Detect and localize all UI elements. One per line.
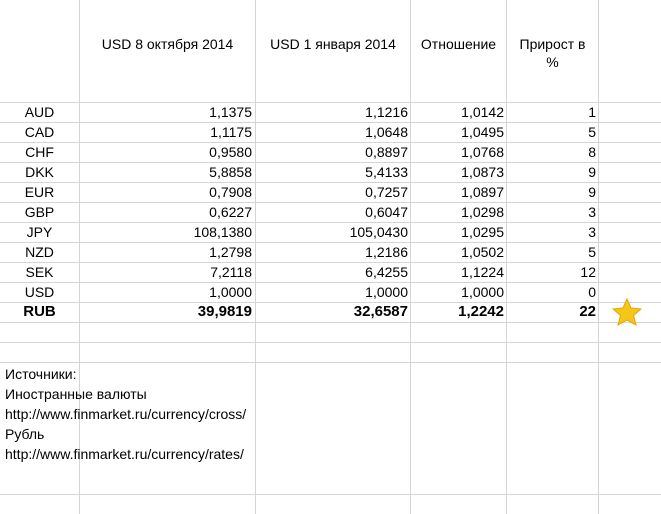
usd-january-cell[interactable]: 0,6047	[365, 204, 408, 220]
ruble-link[interactable]: http://www.finmarket.ru/currency/rates/	[5, 446, 244, 462]
usd-october-cell[interactable]: 108,1380	[193, 224, 252, 240]
growth-cell[interactable]: 12	[580, 264, 596, 280]
usd-january-cell[interactable]: 6,4255	[365, 264, 408, 280]
foreign-currencies-link[interactable]: http://www.finmarket.ru/currency/cross/	[5, 406, 247, 422]
ratio-cell[interactable]: 1,0000	[461, 284, 504, 300]
ratio-cell[interactable]: 1,0298	[461, 204, 504, 220]
currency-code-cell[interactable]: USD	[24, 284, 55, 300]
header-usd-january[interactable]: USD 1 января 2014	[270, 36, 396, 52]
star-icon[interactable]	[612, 298, 642, 326]
growth-cell[interactable]: 3	[588, 204, 596, 220]
usd-october-cell[interactable]: 1,2798	[209, 244, 252, 260]
currency-code-cell[interactable]: DKK	[25, 164, 54, 180]
usd-january-cell[interactable]: 1,0648	[365, 124, 408, 140]
rub-growth-cell[interactable]: 22	[579, 303, 596, 320]
ratio-cell[interactable]: 1,0295	[461, 224, 504, 240]
usd-january-cell[interactable]: 105,0430	[349, 224, 408, 240]
currency-code-cell[interactable]: JPY	[26, 224, 53, 240]
ruble-label: Рубль	[5, 426, 45, 442]
growth-cell[interactable]: 1	[588, 104, 596, 120]
grid-column-line	[598, 0, 599, 514]
growth-cell[interactable]: 9	[588, 164, 596, 180]
usd-january-cell[interactable]: 1,1216	[365, 104, 408, 120]
usd-october-cell[interactable]: 7,2118	[210, 264, 252, 280]
rub-ratio-cell[interactable]: 1,2242	[458, 303, 504, 320]
grid-row-line	[0, 362, 661, 363]
usd-january-cell[interactable]: 1,0000	[365, 284, 408, 300]
usd-january-cell[interactable]: 5,4133	[365, 164, 408, 180]
growth-cell[interactable]: 8	[588, 144, 596, 160]
currency-code-cell[interactable]: EUR	[24, 184, 55, 200]
usd-october-cell[interactable]: 1,1375	[209, 104, 252, 120]
rub-usd-october-cell[interactable]: 39,9819	[197, 303, 252, 320]
header-usd-october[interactable]: USD 8 октября 2014	[101, 36, 234, 52]
usd-october-cell[interactable]: 5,8858	[209, 164, 252, 180]
sources-label: Источники:	[5, 366, 77, 382]
usd-january-cell[interactable]: 0,8897	[365, 144, 408, 160]
growth-cell[interactable]: 0	[588, 284, 596, 300]
usd-january-cell[interactable]: 1,2186	[365, 244, 408, 260]
header-ratio[interactable]: Отношение	[420, 36, 497, 52]
grid-row-line	[0, 494, 661, 495]
grid-row-line	[0, 342, 661, 343]
usd-october-cell[interactable]: 0,6227	[209, 204, 252, 220]
ratio-cell[interactable]: 1,1224	[461, 264, 504, 280]
ratio-cell[interactable]: 1,0873	[461, 164, 504, 180]
rub-usd-january-cell[interactable]: 32,6587	[353, 303, 408, 320]
grid-column-line	[506, 0, 507, 514]
currency-code-cell[interactable]: CHF	[25, 144, 54, 160]
grid-row-line	[0, 322, 661, 323]
usd-october-cell[interactable]: 0,9580	[209, 144, 252, 160]
currency-code-cell[interactable]: SEK	[25, 264, 54, 280]
currency-code-cell[interactable]: NZD	[25, 244, 54, 260]
usd-october-cell[interactable]: 1,1175	[210, 124, 252, 140]
ratio-cell[interactable]: 1,0502	[461, 244, 504, 260]
ratio-cell[interactable]: 1,0897	[461, 184, 504, 200]
usd-october-cell[interactable]: 1,0000	[209, 284, 252, 300]
currency-code-cell[interactable]: AUD	[24, 104, 55, 120]
header-growth-percent[interactable]: Прирост в %	[519, 36, 586, 70]
usd-october-cell[interactable]: 0,7908	[209, 184, 252, 200]
currency-code-cell[interactable]: GBP	[24, 204, 55, 220]
ratio-cell[interactable]: 1,0768	[461, 144, 504, 160]
foreign-currencies-label: Иностранные валюты	[5, 386, 147, 402]
growth-cell[interactable]: 3	[588, 224, 596, 240]
growth-cell[interactable]: 9	[588, 184, 596, 200]
growth-cell[interactable]: 5	[588, 124, 596, 140]
currency-code-cell[interactable]: CAD	[24, 124, 55, 140]
usd-january-cell[interactable]: 0,7257	[365, 184, 408, 200]
ratio-cell[interactable]: 1,0142	[461, 104, 504, 120]
growth-cell[interactable]: 5	[588, 244, 596, 260]
rub-code-cell[interactable]: RUB	[23, 303, 56, 320]
ratio-cell[interactable]: 1,0495	[461, 124, 504, 140]
